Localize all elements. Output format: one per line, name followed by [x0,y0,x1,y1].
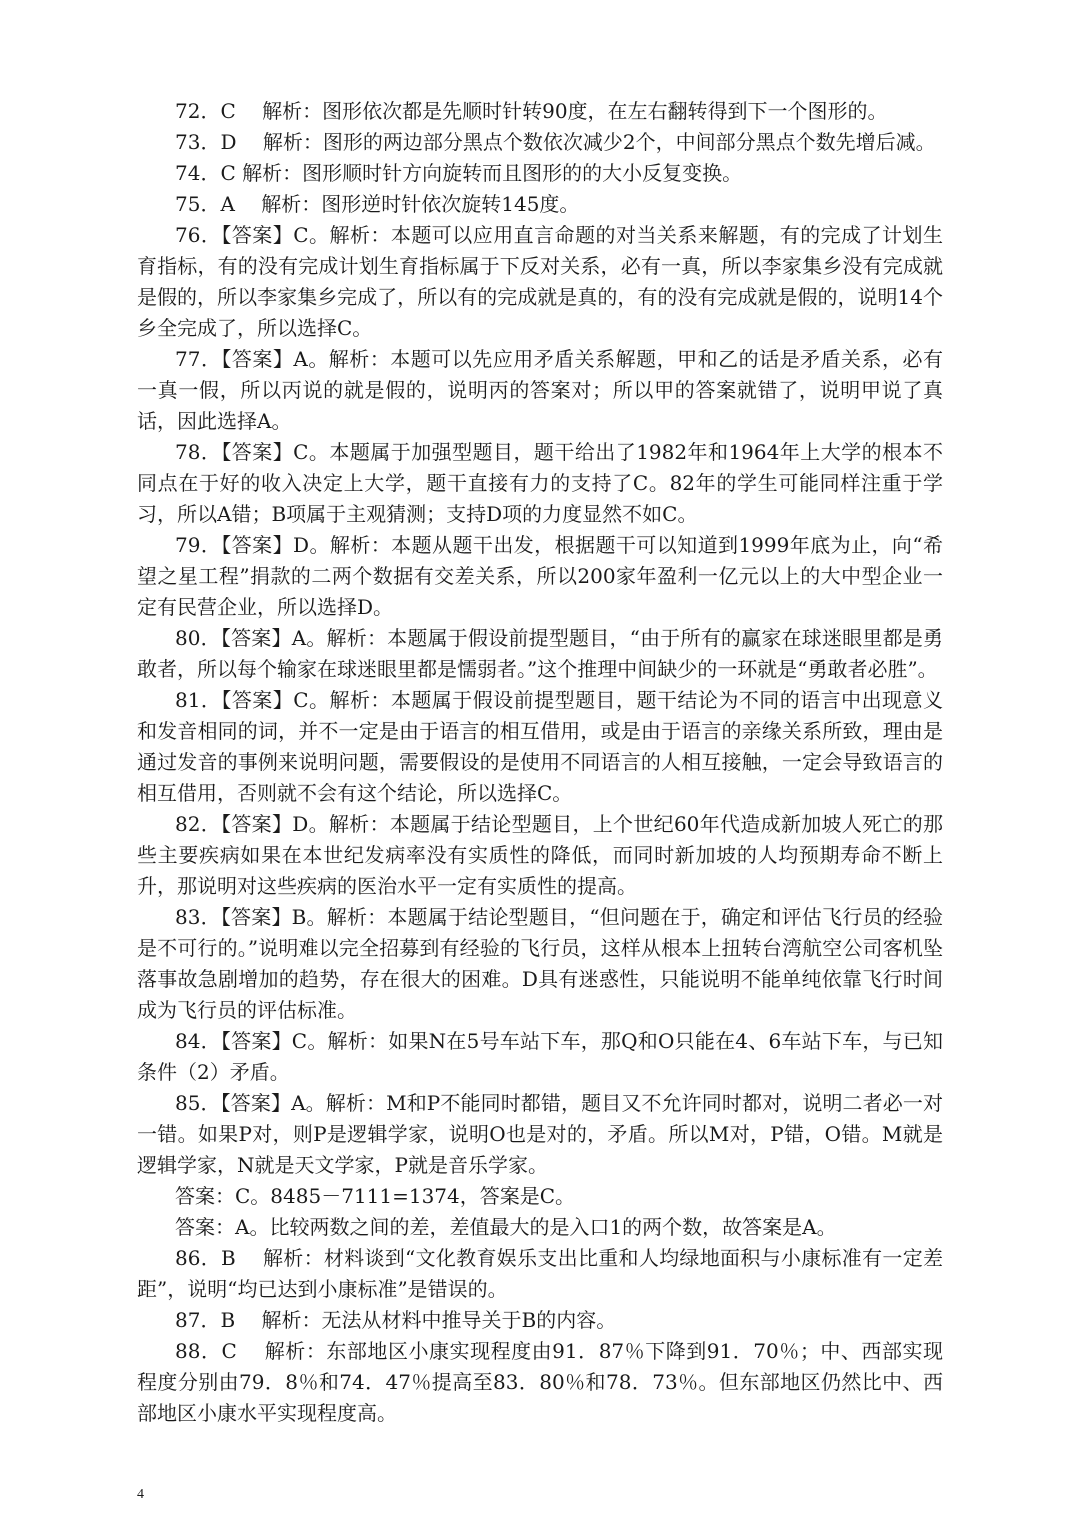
answer-line-a: 答案：A。比较两数之间的差，差值最大的是入口1的两个数，故答案是A。 [175,1215,837,1239]
explanation-q76: 76．【答案】C。解析：本题可以应用直言命题的对当关系来解题，有的完成了计划生育指标，有的没有完成计划生育指标属于下反对关系，必有一真，所以李家集乡没有完成就是假的，所以李家集乡完成了，所以有的完成就是真的，有的没有完成就是假的，说明14个乡全完成了，所以选择C。 [137,223,943,340]
explanation-q82: 82．【答案】D。解析：本题属于结论型题目，上个世纪60年代造成新加坡人死亡的那些主要疾病如果在本世纪发病率没有实质性的降低，而同时新加坡的人均预期寿命不断上升，那说明对这些疾病的医治水平一定有实质性的提高。 [137,812,943,898]
explanation-q74: 74．C 解析：图形顺时针方向旋转而且图形的的大小反复变换。 [175,161,743,185]
explanation-q83: 83．【答案】B。解析：本题属于结论型题目，“但问题在于，确定和评估飞行员的经验是不可行的。”说明难以完全招募到有经验的飞行员，这样从根本上扭转台湾航空公司客机坠落事故急剧增加的趋势，存在很大的困难。D具有迷惑性，只能说明不能单纯依靠飞行时间成为飞行员的评估标准。 [137,905,943,1022]
explanation-q80: 80．【答案】A。解析：本题属于假设前提型题目，“由于所有的赢家在球迷眼里都是勇敢者，所以每个输家在球迷眼里都是懦弱者。”这个推理中间缺少的一环就是“勇敢者必胜”。 [137,626,943,681]
answer-line-c: 答案：C。8485－7111=1374，答案是C。 [175,1184,576,1208]
explanation-q86: 86．B 解析：材料谈到“文化教育娱乐支出比重和人均绿地面积与小康标准有一定差距”，说明“均已达到小康标准”是错误的。 [137,1246,943,1301]
explanation-q88: 88．C 解析：东部地区小康实现程度由91．87％下降到91．70％；中、西部实现程度分别由79．8％和74．47％提高至83．80％和78．73％。但东部地区仍然比中、西部地区小康水平实现程度高。 [137,1339,943,1425]
explanation-q79: 79．【答案】D。解析：本题从题干出发，根据题干可以知道到1999年底为止，向“希望之星工程”捐款的二两个数据有交差关系，所以200家年盈利一亿元以上的大中型企业一定有民营企业，所以选择D。 [137,533,943,619]
explanation-q75: 75．A 解析：图形逆时针依次旋转145度。 [175,192,580,216]
explanation-q85: 85．【答案】A。解析：M和P不能同时都错，题目又不允许同时都对，说明二者必一对一错。如果P对，则P是逻辑学家，说明O也是对的，矛盾。所以M对，P错，O错。M就是逻辑学家，N就是天文学家，P就是音乐学家。 [137,1091,943,1177]
explanation-q81: 81．【答案】C。解析：本题属于假设前提型题目，题干结论为不同的语言中出现意义和发音相同的词，并不一定是由于语言的相互借用，或是由于语言的亲缘关系所致，理由是通过发音的事例来说明问题，需要假设的是使用不同语言的人相互接触，一定会导致语言的相互借用，否则就不会有这个结论，所以选择C。 [137,688,943,805]
explanation-q73: 73．D 解析：图形的两边部分黑点个数依次减少2个，中间部分黑点个数先增后减。 [175,130,936,154]
explanation-q72: 72．C 解析：图形依次都是先顺时针转90度，在左右翻转得到下一个图形的。 [175,99,888,123]
answer-explanations [137,96,943,1429]
explanation-q87: 87．B 解析：无法从材料中推导关于B的内容。 [175,1308,617,1332]
explanation-q78: 78．【答案】C。本题属于加强型题目，题干给出了1982年和1964年上大学的根本不同点在于好的收入决定上大学，题干直接有力的支持了C。82年的学生可能同样注重于学习，所以A错；B项属于主观猜测；支持D项的力度显然不如C。 [137,440,943,526]
page-number: 4 [137,1487,144,1502]
explanation-q84: 84．【答案】C。解析：如果N在5号车站下车，那Q和O只能在4、6车站下车，与已知条件（2）矛盾。 [137,1029,943,1084]
explanation-q77: 77．【答案】A。解析：本题可以先应用矛盾关系解题，甲和乙的话是矛盾关系，必有一真一假，所以丙说的就是假的，说明丙的答案对；所以甲的答案就错了，说明甲说了真话，因此选择A。 [137,347,943,433]
